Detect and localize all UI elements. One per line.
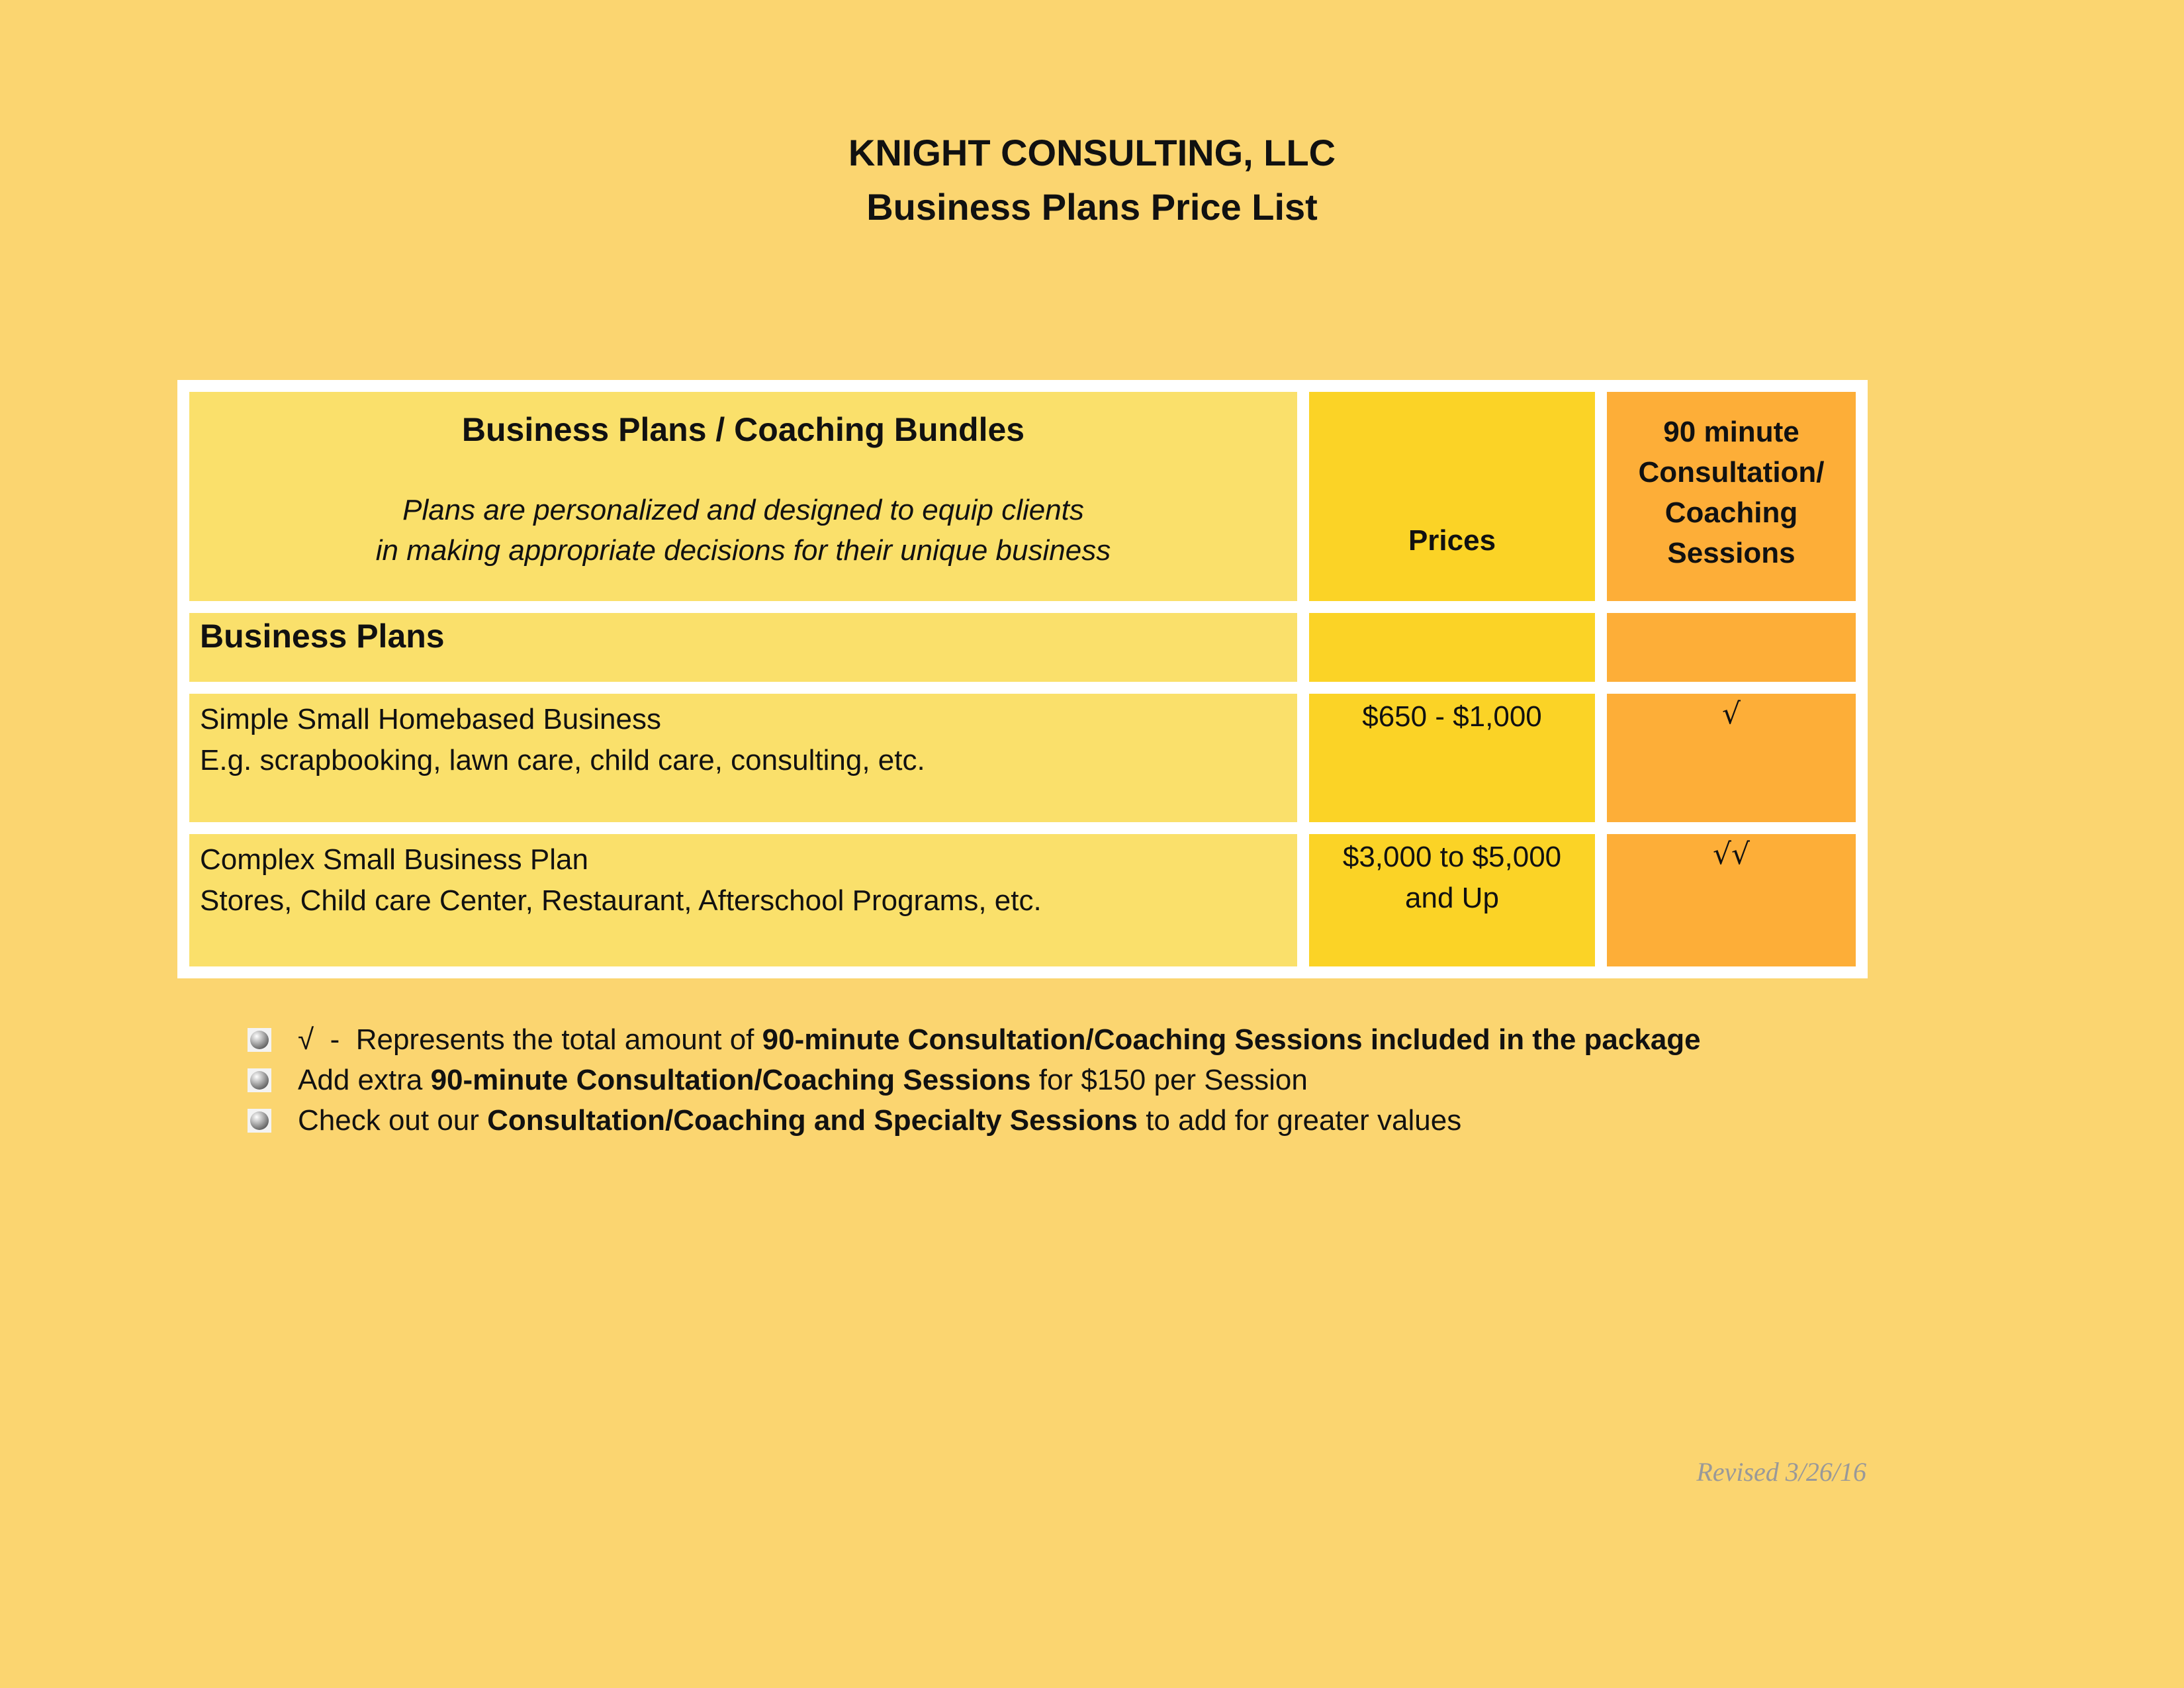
bundle-header-cell — [189, 392, 1297, 601]
plan-name: Simple Small Homebased Business — [200, 703, 661, 735]
note-emphasis: Consultation/Coaching and Specialty Sessions — [487, 1104, 1138, 1137]
table-row — [189, 834, 1297, 966]
bundle-subtitle-line1: Plans are personalized and designed to equip clients — [402, 494, 1084, 526]
section-sessions-cell — [1607, 613, 1856, 682]
note-text: Check out our — [298, 1104, 488, 1137]
bundle-subtitle-line2: in making appropriate decisions for their unique business — [375, 534, 1111, 567]
note-text: √ - Represents the total amount of — [298, 1023, 762, 1056]
plan-sessions-cell — [1607, 834, 1856, 966]
plan-price-line: $3,000 to $5,000 — [1342, 841, 1562, 873]
plan-price-line: and Up — [1405, 882, 1499, 914]
plan-sessions-cell — [1607, 694, 1856, 822]
price-table — [177, 380, 1868, 978]
sessions-column-header — [1607, 412, 1856, 573]
note-text: Add extra — [298, 1064, 431, 1096]
plan-price — [1309, 837, 1595, 919]
check-mark-icon: √ — [1721, 697, 1741, 731]
plan-price-line: $650 - $1,000 — [1362, 700, 1542, 733]
plan-name: Complex Small Business Plan — [200, 843, 588, 876]
note-emphasis: 90-minute Consultation/Coaching Sessions — [430, 1064, 1031, 1096]
section-label-business-plans: Business Plans — [200, 618, 445, 655]
section-price-cell — [1309, 613, 1595, 682]
plan-price — [1309, 696, 1595, 737]
page-title — [0, 126, 2184, 234]
note-text: to add for greater values — [1138, 1104, 1462, 1137]
plan-price-cell — [1309, 694, 1595, 822]
plan-description — [200, 839, 1042, 921]
note-text: for $150 per Session — [1030, 1064, 1308, 1096]
plan-description — [200, 699, 925, 781]
sphere-bullet-icon — [248, 1028, 271, 1052]
bundle-subtitle — [189, 490, 1297, 571]
section-row-cell — [189, 613, 1297, 682]
list-item — [245, 1060, 1701, 1100]
notes-list — [245, 1019, 1701, 1141]
list-item — [245, 1100, 1701, 1141]
sphere-bullet-icon — [248, 1068, 271, 1092]
revised-date: Revised 3/26/16 — [1696, 1457, 1866, 1487]
prices-header-cell — [1309, 392, 1595, 601]
price-list-title: Business Plans Price List — [866, 186, 1318, 228]
company-name: KNIGHT CONSULTING, LLC — [848, 132, 1336, 173]
check-mark-icon: √√ — [1712, 837, 1751, 871]
sessions-header-line: Consultation/ — [1638, 456, 1825, 489]
plan-detail: Stores, Child care Center, Restaurant, Afterschool Programs, etc. — [200, 884, 1042, 917]
prices-column-header: Prices — [1408, 524, 1496, 557]
table-row — [189, 694, 1297, 822]
plan-detail: E.g. scrapbooking, lawn care, child care, consulting, etc. — [200, 744, 925, 776]
plan-price-cell — [1309, 834, 1595, 966]
bundle-title: Business Plans / Coaching Bundles — [461, 411, 1025, 448]
list-item — [245, 1019, 1701, 1060]
sessions-header-line: Coaching — [1664, 496, 1798, 529]
sessions-header-cell — [1607, 392, 1856, 601]
note-emphasis: 90-minute Consultation/Coaching Sessions included in the package — [762, 1023, 1701, 1056]
sessions-header-line: Sessions — [1667, 537, 1796, 569]
sphere-bullet-icon — [248, 1109, 271, 1133]
sessions-header-line: 90 minute — [1663, 416, 1799, 448]
